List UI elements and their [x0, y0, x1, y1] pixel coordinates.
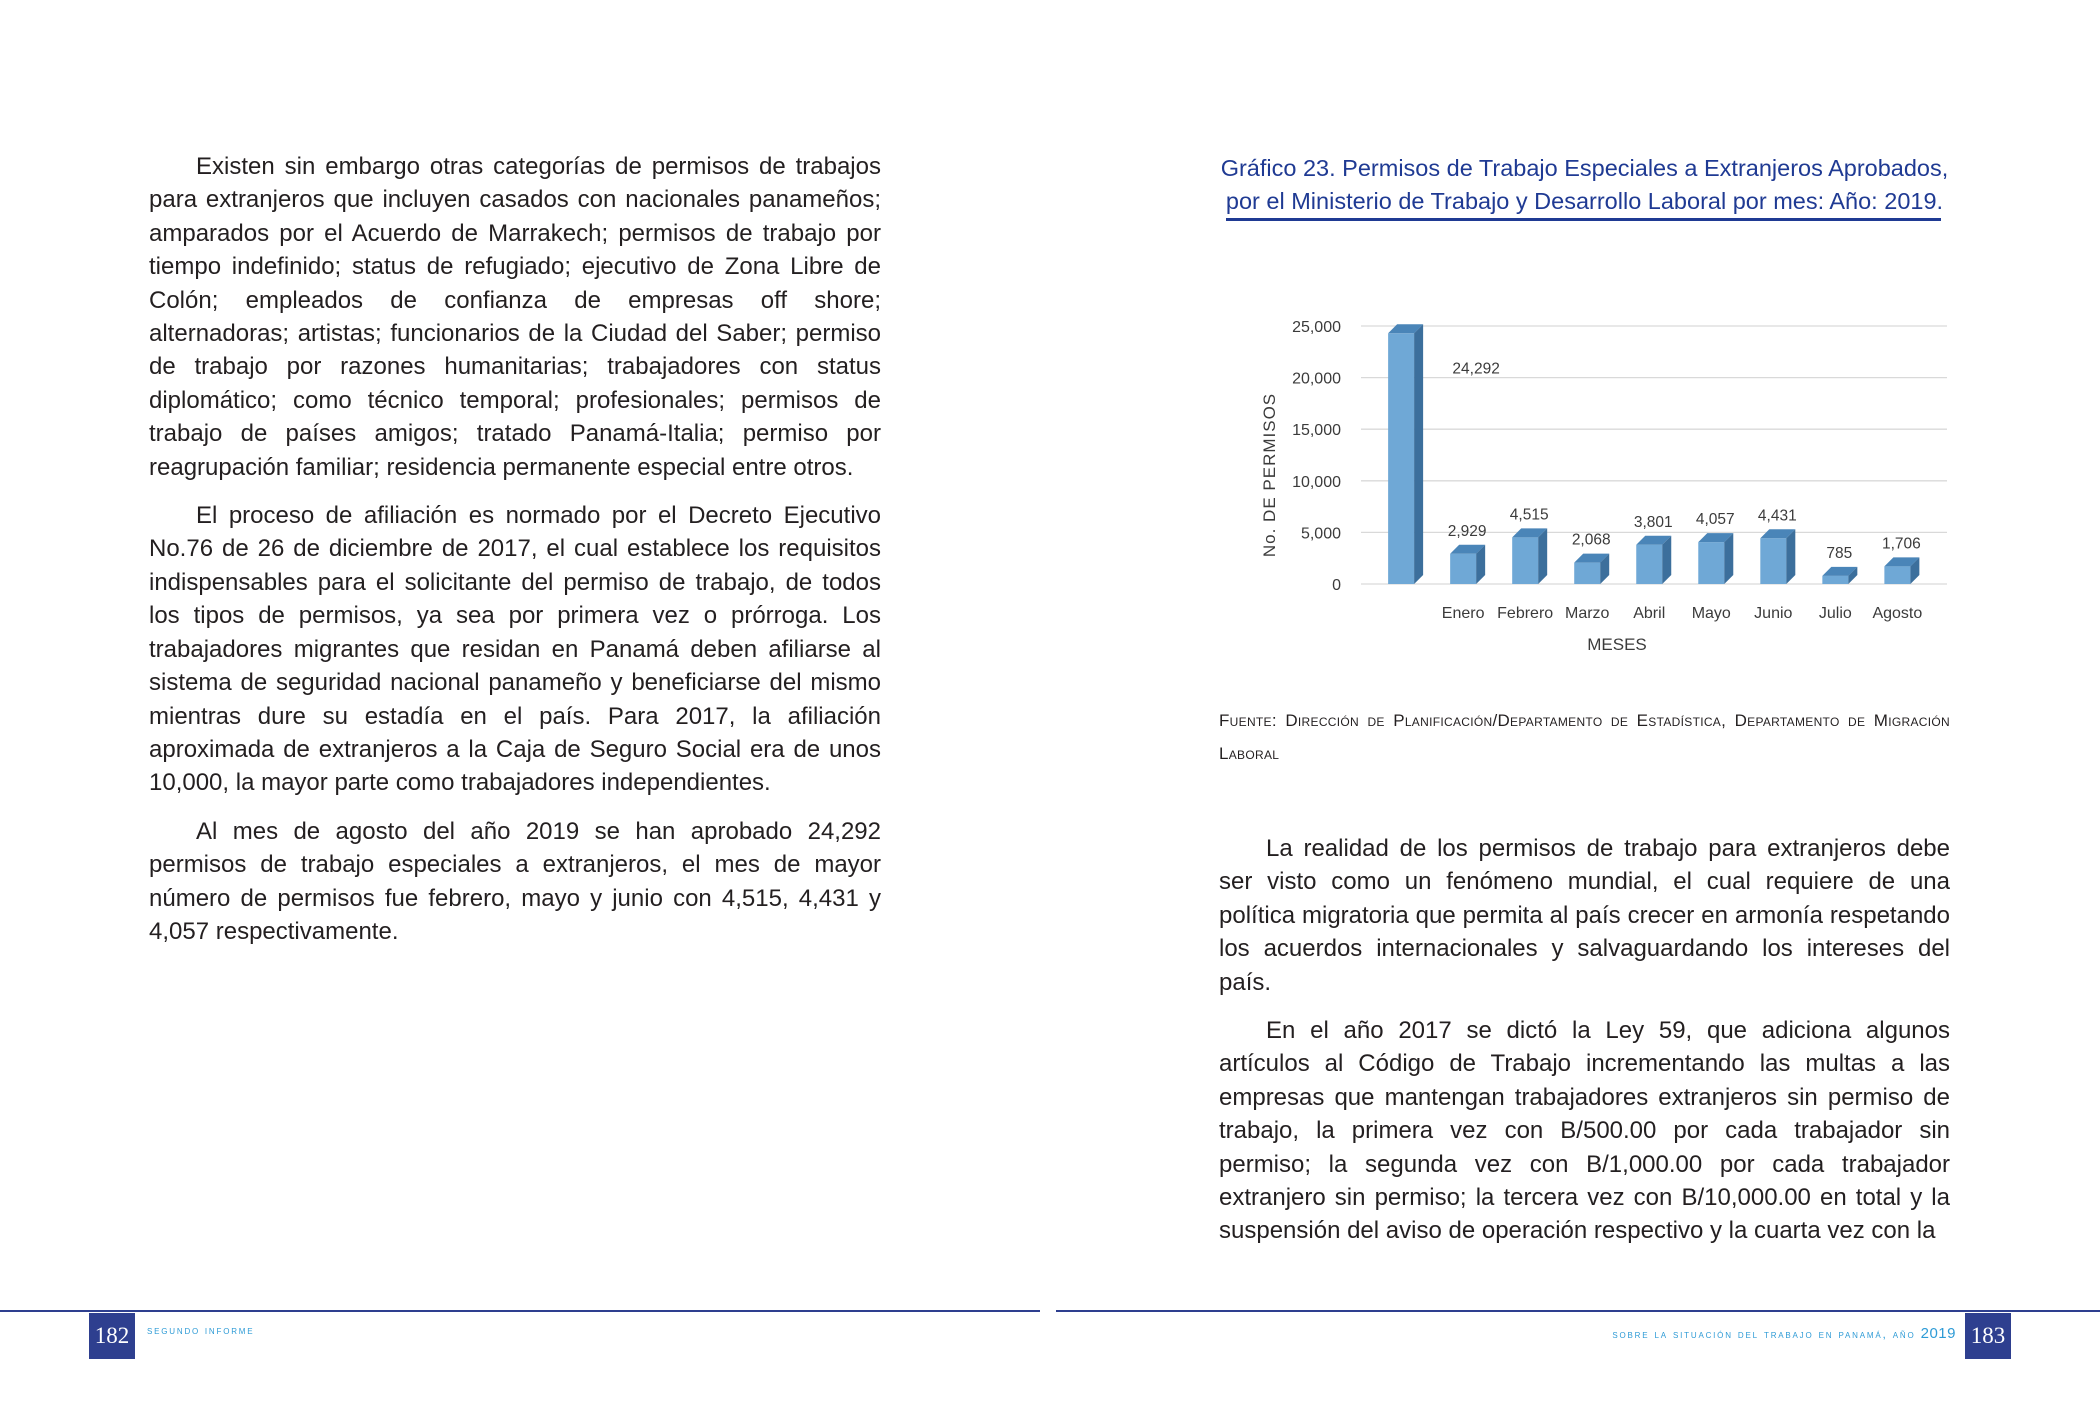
- paragraph: En el año 2017 se dictó la Ley 59, que adiciona algunos artículos al Código de Trabajo incrementando las multas a las empresas que mantengan trabajadores extranjeros sin permiso de trabajo, la primera vez con B/500.00 por cada trabajador sin permiso; la segunda vez con B/1,000.00 por cada trabajador extranjero sin permiso; la tercera vez con B/10,000.00 en total y la suspensión del aviso de operación respectivo y la cuarta vez con la: [1219, 1017, 1950, 1245]
- data-label: 4,515: [1509, 506, 1549, 524]
- footer-rule-left: [0, 1310, 1040, 1312]
- x-axis-ticks: [1442, 605, 1923, 622]
- y-tick-label: 25,000: [1292, 319, 1341, 336]
- bar: [1388, 324, 1423, 584]
- paragraph: Al mes de agosto del año 2019 se han aprobado 24,292 permisos de trabajo especiales a extranjeros, el mes de mayor número de permisos fue febrero, mayo y junio con 4,515, 4,431 y 4,057 respectivamente.: [149, 817, 881, 945]
- y-tick-label: 0: [1332, 577, 1341, 594]
- running-footer-right-text: sobre la situación del trabajo en panamá, año: [1612, 1327, 1916, 1341]
- x-tick-label: Agosto: [1872, 605, 1923, 622]
- paragraph: Existen sin embargo otras categorías de permisos de trabajos para extranjeros que incluyen casados con nacionales panameños; amparados por el Acuerdo de Marrakech; permisos de trabajo por tiempo indefinido; status de refugiado; ejecutivo de Zona Libre de Colón; empleados de confianza de empresas off shore; alternadoras; artistas; funcionarios de la Ciudad del Saber; permiso de trabajo por razones humanitarias; trabajadores con status diplomático; como técnico temporal; profesionales; permisos de trabajo de países amigos; tratado Panamá-Italia; permiso por reagrupación familiar; residencia permanente especial entre otros.: [149, 153, 881, 481]
- data-label: 1,706: [1881, 535, 1921, 553]
- source-note: Fuente: Dirección de Planificación/Departamento de Estadística, Departamento de Migración Laboral: [1219, 711, 1950, 763]
- caption-underline: [1226, 218, 1941, 221]
- bar: [1636, 536, 1671, 584]
- y-tick-label: 15,000: [1292, 422, 1341, 440]
- page-number-right: 183: [1965, 1313, 2011, 1359]
- y-axis-ticks: [1292, 319, 1341, 594]
- bar: [1512, 528, 1547, 584]
- data-label: 4,431: [1757, 507, 1797, 525]
- chart-caption-line-2: por el Ministerio de Trabajo y Desarrollo Laboral por mes: Año: 2019.: [1225, 188, 1944, 214]
- bar: [1574, 554, 1609, 584]
- x-tick-label: Julio: [1818, 605, 1852, 622]
- data-label: 24,292: [1452, 360, 1500, 378]
- data-label: 4,057: [1695, 511, 1735, 529]
- x-tick-label: Marzo: [1564, 605, 1610, 622]
- x-axis-title: MESES: [1587, 635, 1647, 654]
- chart-caption: [1219, 152, 1950, 218]
- y-tick-label: 20,000: [1292, 370, 1341, 388]
- x-tick-label: Abril: [1633, 605, 1666, 622]
- bar: [1698, 533, 1733, 584]
- bar: [1760, 529, 1795, 584]
- chart-caption-line-1: Gráfico 23. Permisos de Trabajo Especiales a Extranjeros Aprobados,: [1220, 155, 1949, 181]
- right-column-text: [1219, 832, 1950, 1263]
- bar-chart: [1219, 290, 1950, 680]
- footer-rule-right: [1056, 1310, 2100, 1312]
- y-axis-title: No. DE PERMISOS: [1260, 392, 1279, 558]
- x-tick-label: Junio: [1754, 605, 1793, 622]
- paragraph: La realidad de los permisos de trabajo para extranjeros debe ser visto como un fenómeno mundial, el cual requiere de una política migratoria que permita al país crecer en armonía respetando los acuerdos internacionales y salvaguardando los intereses del país.: [1219, 835, 1950, 996]
- running-footer-left: segundo informe: [147, 1325, 255, 1337]
- page-number-left: 182: [89, 1313, 135, 1359]
- y-tick-label: 10,000: [1292, 473, 1341, 491]
- x-tick-label: Mayo: [1691, 605, 1731, 622]
- data-label: 2,068: [1571, 531, 1611, 549]
- bar: [1450, 545, 1485, 584]
- x-tick-label: Febrero: [1497, 605, 1554, 622]
- data-label: 3,801: [1633, 513, 1673, 531]
- bar: [1884, 557, 1919, 584]
- data-label: 2,929: [1447, 522, 1487, 540]
- data-label: 785: [1826, 544, 1853, 562]
- left-column-text: [149, 150, 881, 963]
- running-footer-right: [1612, 1325, 1956, 1342]
- bar: [1822, 567, 1857, 584]
- y-tick-label: 5,000: [1300, 525, 1341, 543]
- paragraph: El proceso de afiliación es normado por el Decreto Ejecutivo No.76 de 26 de diciembre de 2017, el cual establece los requisitos indispensables para el solicitante del permiso de trabajo, de todos los tipos de permisos, ya sea por primera vez o prórroga. Los trabajadores migrantes que residan en Panamá deben afiliarse al sistema de seguridad nacional panameño y beneficiarse del mismo mientras dure su estadía en el país. Para 2017, la afiliación aproximada de extranjeros a la Caja de Seguro Social era de unos 10,000, la mayor parte como trabajadores independientes.: [149, 502, 881, 797]
- running-footer-year: 2019: [1920, 1325, 1956, 1342]
- x-tick-label: Enero: [1441, 605, 1485, 622]
